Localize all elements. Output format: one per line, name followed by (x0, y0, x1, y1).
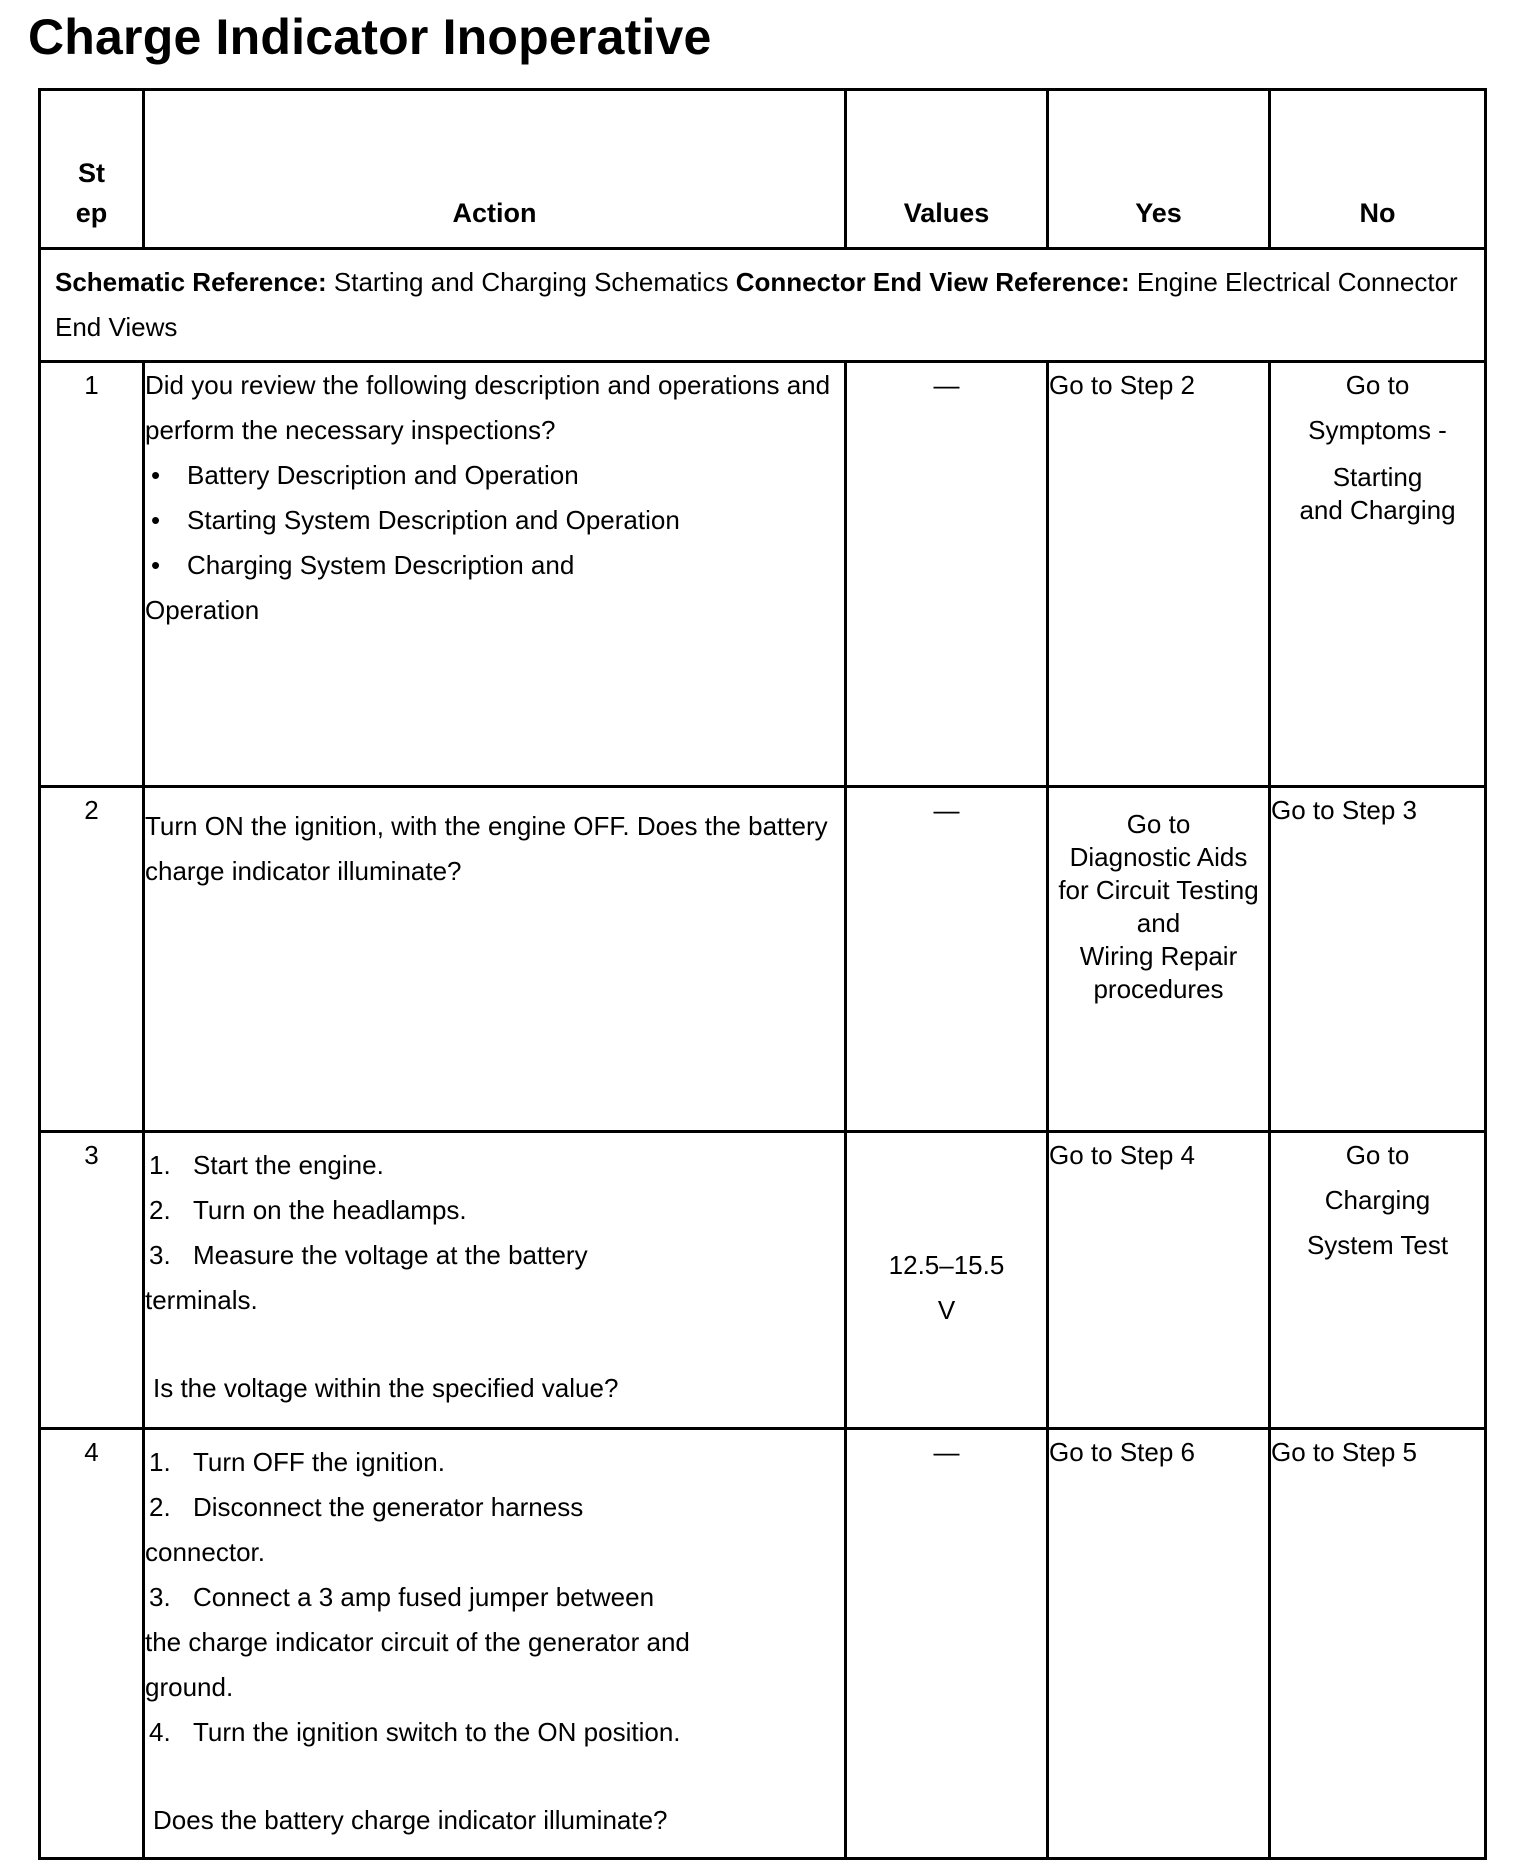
yes-cell: Go to Step 6 (1048, 1429, 1270, 1859)
list-item: 2. Disconnect the generator harness (149, 1492, 584, 1522)
action-cell (144, 1132, 846, 1429)
header-no: No (1270, 90, 1486, 249)
step-number: 3 (40, 1132, 144, 1429)
list-item: 2. Turn on the headlamps. (149, 1195, 467, 1225)
list-item-continuation: terminals. (145, 1285, 258, 1315)
schematic-reference-label: Schematic Reference: (55, 267, 327, 297)
action-cell (144, 787, 846, 1132)
table-row (40, 1132, 1486, 1429)
action-intro: Turn ON the ignition, with the engine OFF. Does the battery charge indicator illuminate? (145, 811, 828, 886)
list-item: • Battery Description and Operation (151, 460, 579, 490)
action-cell (144, 1429, 846, 1859)
table-row (40, 362, 1486, 787)
values-cell: — (846, 787, 1048, 1132)
step-number: 1 (40, 362, 144, 787)
list-item: • Starting System Description and Operation (151, 505, 680, 535)
action-intro: Did you review the following description and operations and perform the necessary inspections? (145, 370, 831, 445)
no-cell: Go to Charging System Test (1270, 1132, 1486, 1429)
reference-cell (40, 249, 1486, 362)
header-values: Values (846, 90, 1048, 249)
action-question: Is the voltage within the specified value? (153, 1373, 619, 1403)
list-item: 4. Turn the ignition switch to the ON position. (149, 1717, 681, 1747)
list-item: 3. Connect a 3 amp fused jumper between (149, 1582, 655, 1612)
table-row (40, 787, 1486, 1132)
action-question: Does the battery charge indicator illuminate? (153, 1805, 668, 1835)
list-item-continuation: connector. (145, 1537, 265, 1567)
header-step: St ep (40, 90, 144, 249)
step-number: 4 (40, 1429, 144, 1859)
list-item: 3. Measure the voltage at the battery (149, 1240, 588, 1270)
list-item-continuation: the charge indicator circuit of the generator and (145, 1627, 690, 1657)
list-item: 1. Turn OFF the ignition. (149, 1447, 445, 1477)
yes-cell: Go to Diagnostic Aids for Circuit Testing and Wiring Repair procedures (1048, 787, 1270, 1132)
yes-cell: Go to Step 2 (1048, 362, 1270, 787)
no-cell: Go to Symptoms - Starting and Charging (1270, 362, 1486, 787)
list-item: 1. Start the engine. (149, 1150, 384, 1180)
step-number: 2 (40, 787, 144, 1132)
connector-reference-value: Engine Electrical Connector End Views (55, 267, 1458, 342)
no-cell: Go to Step 5 (1270, 1429, 1486, 1859)
action-cell (144, 362, 846, 787)
values-cell: — (846, 362, 1048, 787)
list-item: • Charging System Description and (151, 550, 575, 580)
page-title: Charge Indicator Inoperative (28, 9, 712, 65)
header-action: Action (144, 90, 846, 249)
no-cell: Go to Step 3 (1270, 787, 1486, 1132)
header-yes: Yes (1048, 90, 1270, 249)
connector-reference-label: Connector End View Reference: (735, 267, 1130, 297)
values-cell: 12.5–15.5 V (846, 1132, 1048, 1429)
yes-cell: Go to Step 4 (1048, 1132, 1270, 1429)
list-item-continuation: ground. (145, 1672, 234, 1702)
schematic-reference-value: Starting and Charging Schematics (326, 267, 736, 297)
values-cell: — (846, 1429, 1048, 1859)
reference-row (40, 249, 1486, 362)
diagnostic-table (38, 88, 1487, 1860)
list-item-continuation: Operation (145, 595, 260, 625)
table-row (40, 1429, 1486, 1859)
header-row (40, 90, 1486, 249)
